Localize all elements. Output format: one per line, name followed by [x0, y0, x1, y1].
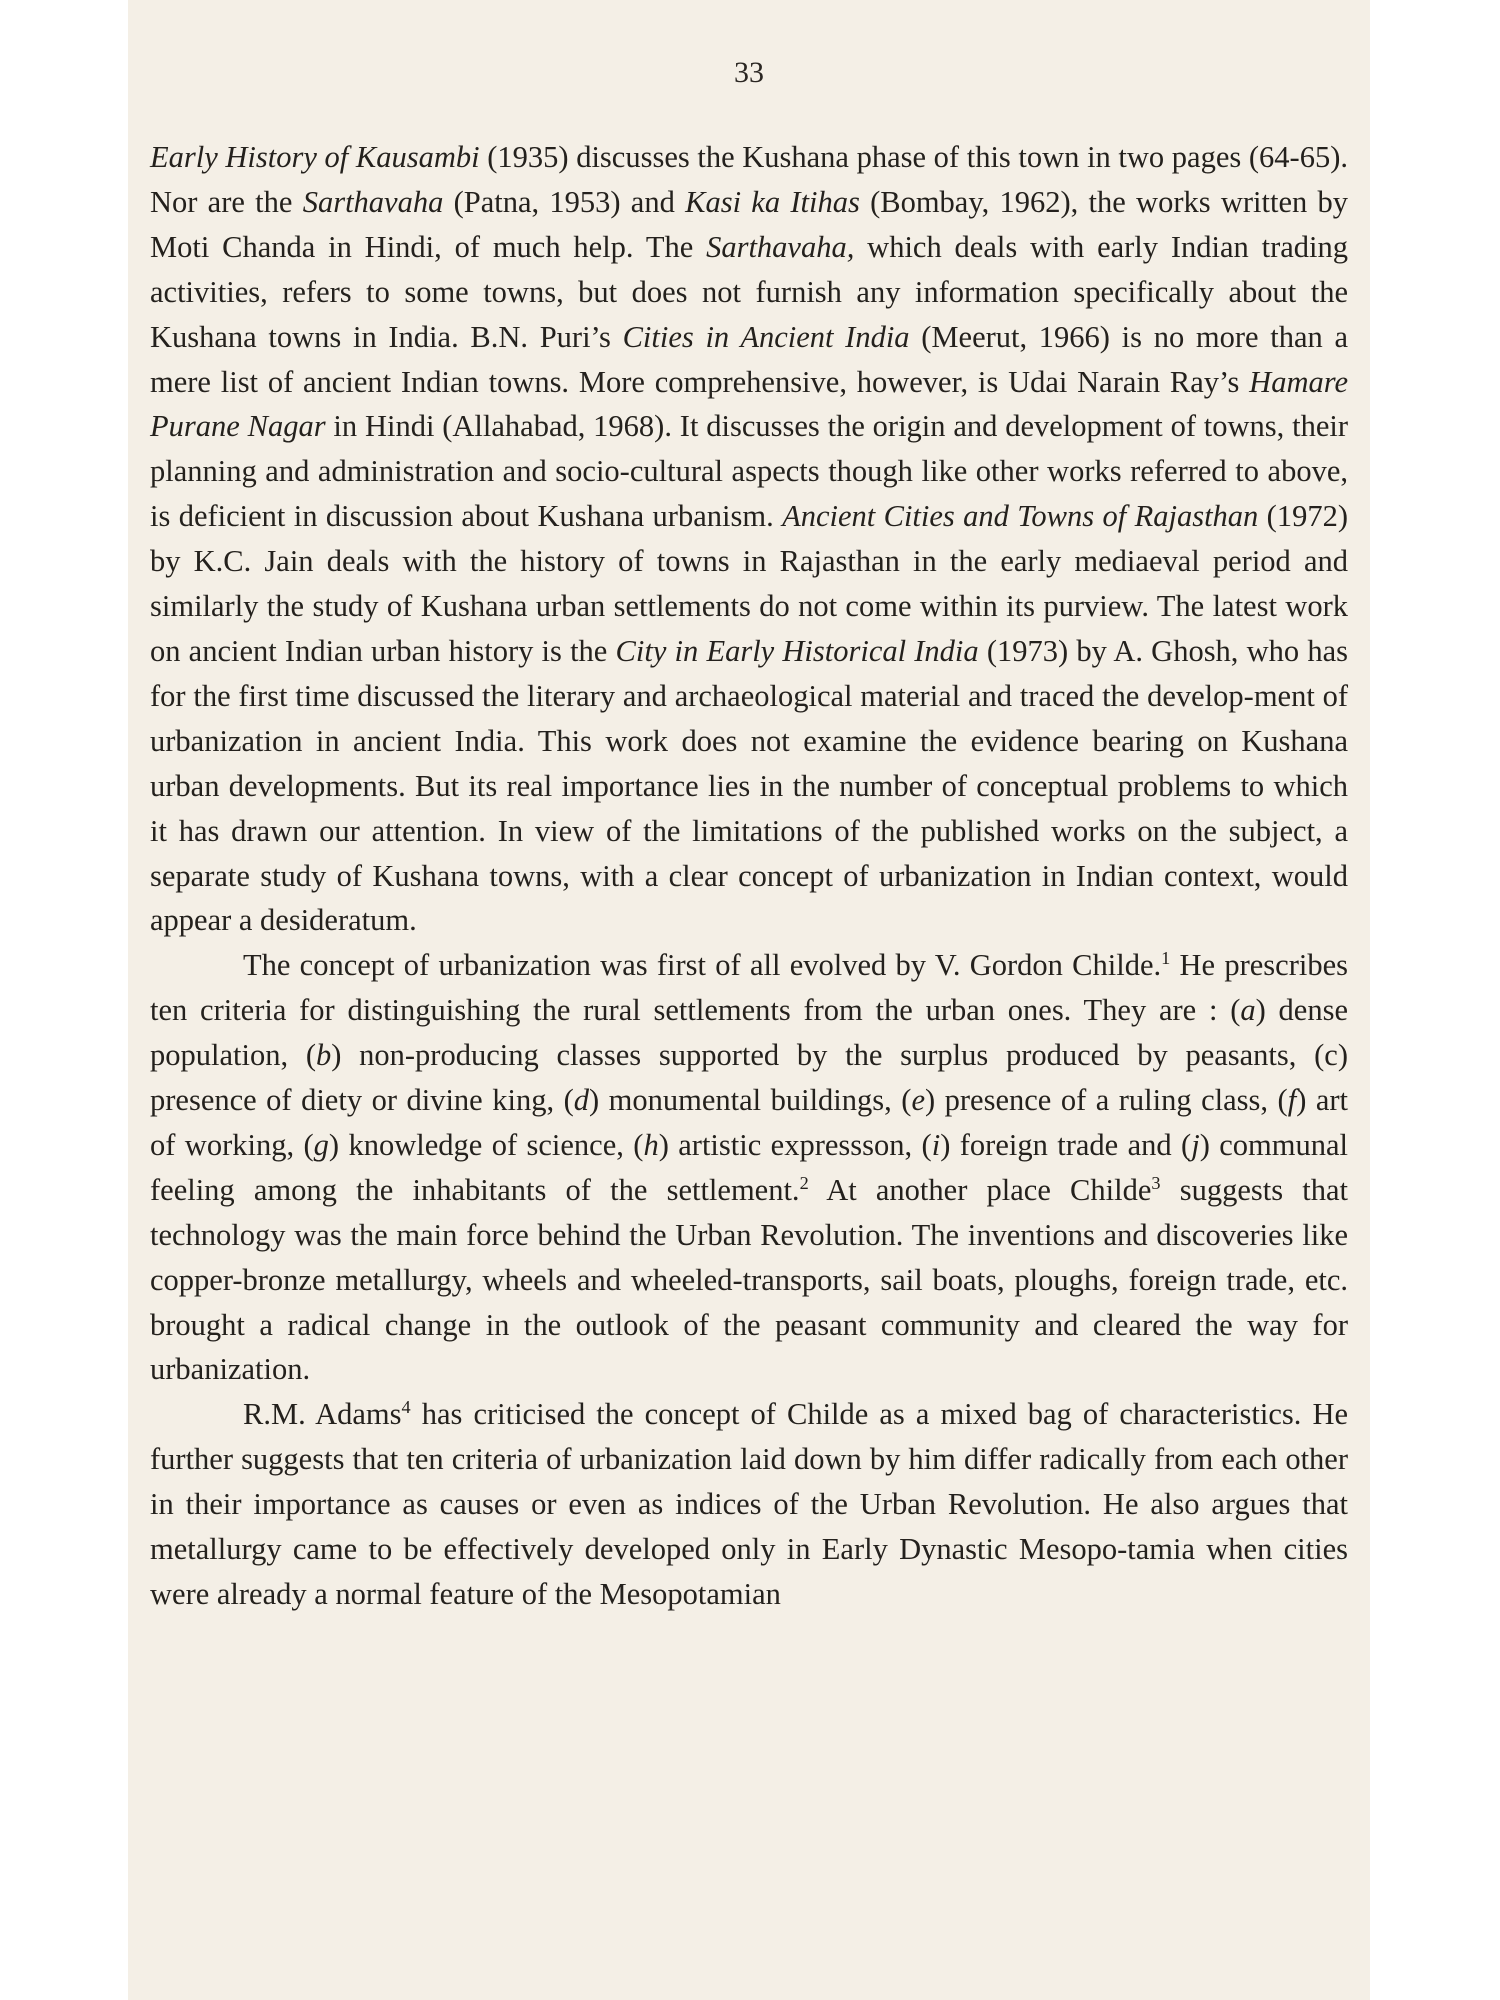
paragraph — [150, 1392, 1348, 1617]
italic-text: Sarthavaha, — [706, 229, 855, 264]
footnote-marker: 2 — [799, 1172, 809, 1193]
italic-text: Early History of Kausambi — [150, 140, 480, 174]
italic-text: d — [573, 1083, 589, 1118]
text-run: (Patna, 1953) and — [443, 184, 686, 219]
footnote-marker: 1 — [1161, 948, 1171, 969]
italic-text: a — [1240, 993, 1256, 1028]
footnote-marker: 3 — [1151, 1172, 1161, 1193]
text-run: has criticised the concept of Childe as a mixed bag of characteristics. He further suggests that ten criteria of urbanization laid down by him differ radically from each other in their importance as causes or even as indices of the Urban Revolution. He also argues that metallurgy came to be effectively developed only in Early Dynastic Mesopo-tamia when cities were already a normal feature of the Mesopotamian — [150, 1397, 1349, 1611]
text-run: At another place Childe — [808, 1172, 1152, 1207]
text-run: R.M. Adams — [243, 1397, 402, 1432]
italic-text: j — [1191, 1127, 1200, 1162]
text-run: He prescribes ten criteria for distinguishing the rural settlements from the urban ones. They are : ( — [150, 948, 1349, 1028]
text-run: ) foreign trade and ( — [940, 1127, 1192, 1162]
text-run: ) art of working, ( — [150, 1083, 1349, 1162]
text-run: ) knowledge of science, ( — [328, 1127, 644, 1162]
text-run: (1973) by A. Ghosh, who has for the first time discussed the literary and archaeological material and traced the develop-ment of urbanization in ancient India. This work does not examine the evidence bearing on Kushana urban developments. But its real importance lies in the number of conceptual problems to which it has drawn our attention. In view of the limitations of the published works on the subject, a separate study of Kushana towns, with a clear concept of urbanization in Indian context, would appear a desideratum. — [150, 633, 1348, 938]
text-run: The concept of urbanization was first of all evolved by V. Gordon Childe. — [243, 948, 1162, 983]
text-run: in Hindi (Allahabad, 1968). It discusses the origin and development of towns, their planning and administration and socio-cultural aspects though like other works referred to above, is deficient in discussion about Kushana urbanism. — [150, 409, 1349, 534]
page-body-text — [150, 135, 1348, 1617]
text-run: ) dense population, ( — [150, 993, 1348, 1073]
paragraph — [150, 943, 1348, 1392]
italic-text: Hamare Purane Nagar — [150, 364, 1348, 444]
text-run: ) communal feeling among the inhabitants of the settlement. — [150, 1127, 1348, 1207]
footnote-marker: 4 — [401, 1397, 411, 1418]
text-run: (1972) by K.C. Jain deals with the history of towns in Rajasthan in the early mediaeval period and similarly the study of Kushana urban settlements do not come within its purview. The latest work on ancient Indian urban history is the — [150, 499, 1348, 668]
italic-text: h — [643, 1127, 659, 1162]
italic-text: i — [931, 1127, 941, 1162]
text-run: (Bombay, 1962), the works written by Moti Chanda in Hindi, of much help. The — [150, 184, 1348, 264]
text-run: ) presence of a ruling class, ( — [924, 1083, 1288, 1118]
italic-text: City in Early Historical India — [615, 633, 979, 668]
italic-text: Sarthavaha — [302, 184, 444, 219]
italic-text: g — [313, 1127, 329, 1162]
italic-text: e — [911, 1083, 925, 1118]
text-run: (Meerut, 1966) is no more than a mere list of ancient Indian towns. More comprehensive, however, is Udai Narain Ray’s — [150, 319, 1348, 399]
italic-text: Ancient Cities and Towns of Rajasthan — [782, 499, 1259, 534]
italic-text: Kasi ka Itihas — [685, 184, 860, 219]
text-run: ) monumental buildings, ( — [588, 1083, 912, 1118]
text-run: ) non-producing classes supported by the surplus produced by peasants, (c) presence of diety or divine king, ( — [150, 1038, 1348, 1118]
italic-text: b — [315, 1038, 332, 1073]
text-run: (1935) discusses the Kushana phase of this town in two pages (64-65). Nor are the — [150, 140, 1348, 219]
paragraph — [150, 135, 1348, 943]
text-run: ) artistic expressson, ( — [658, 1127, 932, 1162]
book-page — [128, 0, 1370, 2000]
text-run: which deals with early Indian trading activities, refers to some towns, but does not furnish any information specifically about the Kushana towns in India. B.N. Puri’s — [150, 229, 1348, 354]
italic-text: Cities in Ancient India — [622, 319, 910, 354]
page-number: 33 — [734, 56, 764, 89]
text-run: suggests that technology was the main force behind the Urban Revolution. The inventions and discoveries like copper-bronze metallurgy, wheels and wheeled-transports, sail boats, ploughs, foreign trade, etc. brought a radical change in the outlook of the peasant community and cleared the way for urbanization. — [150, 1172, 1349, 1387]
italic-text: f — [1287, 1083, 1297, 1118]
